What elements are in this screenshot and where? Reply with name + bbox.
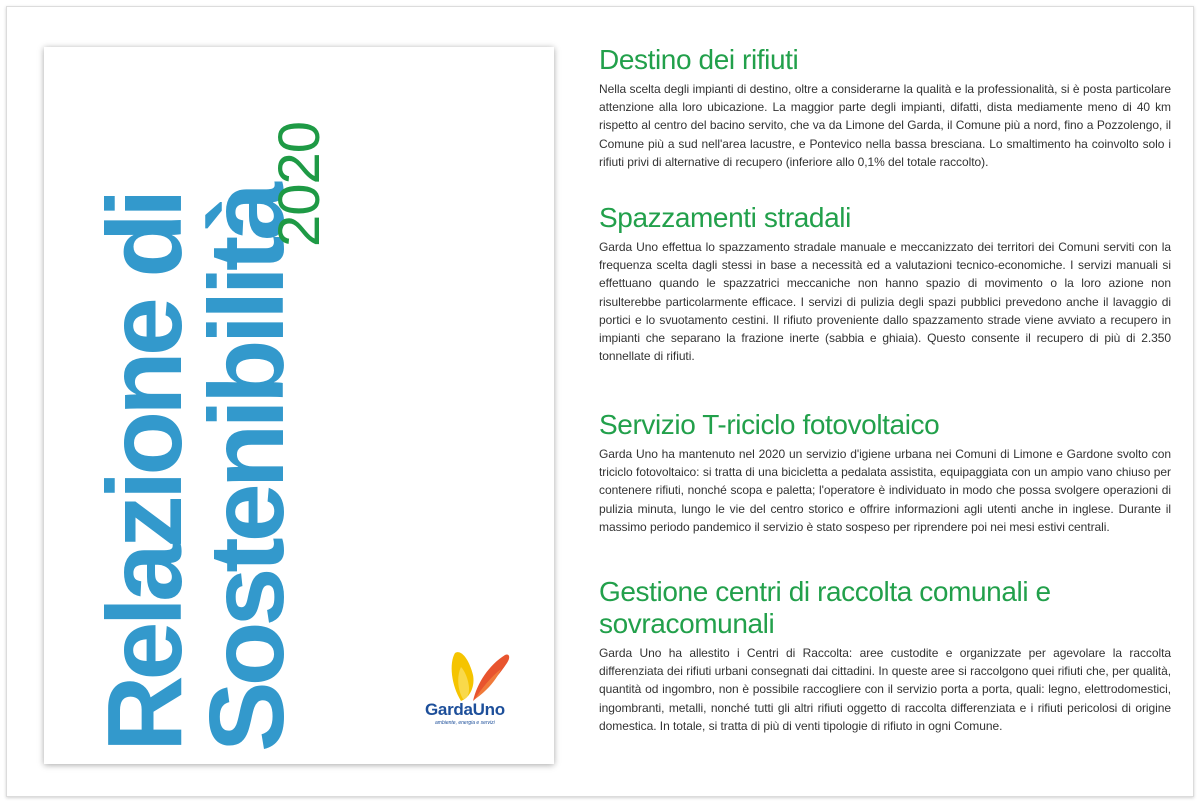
section-t-riciclo [599,409,1171,536]
butterfly-logo-icon [447,645,517,703]
cover-year: 2020 [267,121,332,247]
cover-title-line-1: Relazione di [86,193,204,752]
logo-name: GardaUno [425,700,505,719]
section-body: Garda Uno ha mantenuto nel 2020 un servizio d'igiene urbana nei Comuni di Limone e Gardone svolto con triciclo fotovoltaico: si tratta di una bicicletta a pedalata assistita, equipaggiata con un ampio vano chiuso per contenere rifiuti, nonché scopa e paletta; l'operatore è individuato in modo che possa svolgere operazioni di pulizia minuta, lungo le vie del centro storico e offrire informazioni agli utenti anche in inglese. Durante il massimo periodo pandemico il servizio è stato sospeso per riprendere poi nei mesi estivi centrali. [599,447,1171,534]
section-body: Nella scelta degli impianti di destino, oltre a considerarne la qualità e la professionalità, si è posta particolare attenzione alla loro ubicazione. La maggior parte degli impianti, difatti, dista mediamente meno di 40 km rispetto al centro del bacino servito, che va da Limone del Garda, il Comune più a nord, fino a Pozzolengo, il Comune più a sud nell'area lacustre, e Pontevico nella bassa bresciana. Lo smaltimento ha coinvolto solo i rifiuti privi di alternative di recupero (inferiore allo 0,1% del totale raccolto). [599,82,1171,169]
section-body: Garda Uno effettua lo spazzamento stradale manuale e meccanizzato dei territori dei Comuni serviti con la frequenza scelta dagli stessi in base a necessità ed a valutazioni tecnico-economiche. I servizi manuali si effettuano quando le spazzatrici meccaniche non hanno spazio di movimento o la loro azione non risulterebbe particolarmente efficace. I servizi di pulizia degli spazi pubblici prevedono anche il lavaggio di portici e lo svuotamento cestini. Il rifiuto proveniente dallo spazzamento strade viene avviato a recupero in impianti che separano la frazione inerte (sabbia e ghiaia). Questo consente il recupero di più di 2.350 tonnellate di rifiuti. [599,240,1171,364]
gardauno-logo [407,645,537,745]
section-heading: Destino dei rifiuti [599,44,799,75]
cover-title-line-2: Sostenibilità [188,186,306,752]
section-body: Garda Uno ha allestito i Centri di Raccolta: aree custodite e organizzate per agevolare la raccolta differenziata dei rifiuti urbani consegnati dai cittadini. In queste aree si raccolgono quei rifiuti che, per qualità, quantità od ingombro, non è possibile raccogliere con il servizio porta a porta, quali: legno, elettrodomestici, ingombranti, metalli, nonché tutti gli altri rifiuti oggetto di raccolta differenziata e i rifiuti pericolosi di origine domestica. In totale, si tratta di più di venti tipologie di rifiuto in ogni Comune. [599,646,1171,733]
section-heading: Servizio T-riciclo fotovoltaico [599,409,940,440]
logo-tagline: ambiente, energia e servizi [435,720,495,726]
section-heading: Gestione centri di raccolta comunali e sovracomunali [599,576,1051,639]
section-centri-raccolta [599,576,1171,735]
cover-title [86,186,306,752]
section-heading: Spazzamenti stradali [599,202,851,233]
section-spazzamenti-stradali [599,202,1171,365]
section-destino-rifiuti [599,44,1171,171]
report-cover [44,47,554,764]
